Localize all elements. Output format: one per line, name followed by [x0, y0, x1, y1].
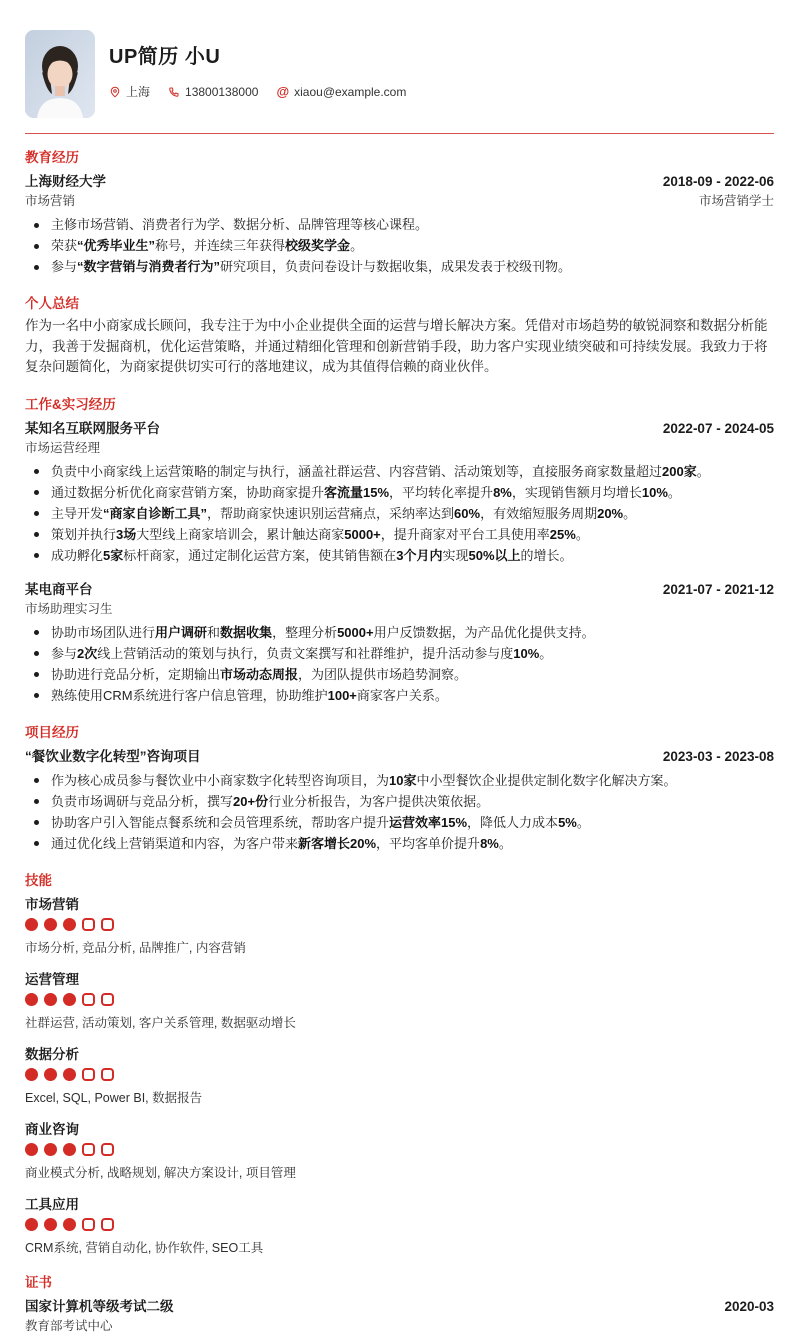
- level-dot-filled: [63, 1068, 76, 1081]
- work-sub-row: [25, 438, 774, 456]
- level-dot-filled: [63, 993, 76, 1006]
- bullet-item: 协助进行竞品分析，定期输出市场动态周报，为团队提供市场趋势洞察。: [25, 665, 774, 685]
- skill-name: 工具应用: [25, 1196, 79, 1212]
- education-date: 2018-09 - 2022-06: [662, 174, 774, 189]
- level-dot-empty: [82, 1143, 95, 1156]
- contact-location: [109, 83, 150, 100]
- project-bullets: [25, 771, 774, 854]
- skill-item: [25, 1043, 774, 1106]
- skill-tags: CRM系统, 营销自动化, 协作软件, SEO工具: [25, 1240, 264, 1255]
- work-sub-row: [25, 599, 774, 617]
- phone-icon: [168, 86, 180, 98]
- job-role: 市场运营经理: [25, 440, 101, 455]
- skill-level-dots: [25, 1068, 774, 1081]
- section-title-skills: 技能: [25, 872, 52, 888]
- level-dot-filled: [25, 918, 38, 931]
- project-entry: [25, 745, 774, 854]
- avatar-illustration: [25, 30, 95, 118]
- skill-level-dots: [25, 918, 774, 931]
- skill-item: [25, 1193, 774, 1256]
- skill-name: 市场营销: [25, 896, 79, 912]
- work-entry: [25, 417, 774, 566]
- cert-issuer: 教育部考试中心: [25, 1318, 113, 1333]
- work-bullets: [25, 462, 774, 566]
- work-bullets: [25, 623, 774, 706]
- bullet-item: 协助客户引入智能点餐系统和会员管理系统，帮助客户提升运营效率15%，降低人力成本5%。: [25, 813, 774, 833]
- education-bullets: [25, 215, 774, 277]
- bullet-item: 荣获“优秀毕业生”称号，并连续三年获得校级奖学金。: [25, 236, 774, 256]
- level-dot-empty: [82, 918, 95, 931]
- skill-name: 运营管理: [25, 971, 79, 987]
- level-dot-empty: [101, 1218, 114, 1231]
- section-title-education: 教育经历: [25, 150, 79, 165]
- section-title-certs: 证书: [25, 1274, 52, 1290]
- header: [25, 30, 774, 118]
- cert-name: 国家计算机等级考试二级: [25, 1298, 174, 1314]
- location-text: 上海: [126, 85, 151, 99]
- section-title-projects: 项目经历: [25, 724, 79, 740]
- bullet-item: 负责中小商家线上运营策略的制定与执行，涵盖社群运营、内容营销、活动策划等，直接服务商家数量超过200家。: [25, 462, 774, 482]
- skill-item: [25, 968, 774, 1031]
- school-name: 上海财经大学: [25, 174, 106, 189]
- major: 市场营销: [25, 194, 76, 208]
- level-dot-filled: [44, 1068, 57, 1081]
- section-summary: [25, 292, 774, 378]
- at-icon: @: [276, 84, 290, 99]
- skill-level-dots: [25, 1143, 774, 1156]
- project-date: 2023-03 - 2023-08: [662, 748, 774, 764]
- contact-phone: [168, 85, 258, 99]
- email-text: xiaou@example.com: [294, 84, 407, 99]
- level-dot-filled: [25, 1143, 38, 1156]
- bullet-item: 策划并执行3场大型线上商家培训会，累计触达商家5000+，提升商家对平台工具使用率25%。: [25, 525, 774, 545]
- level-dot-empty: [82, 1218, 95, 1231]
- bullet-item: 主修市场营销、消费者行为学、数据分析、品牌管理等核心课程。: [25, 215, 774, 235]
- skill-item: [25, 893, 774, 956]
- level-dot-filled: [25, 1068, 38, 1081]
- level-dot-filled: [63, 1218, 76, 1231]
- bullet-item: 通过优化线上营销渠道和内容，为客户带来新客增长20%，平均客单价提升8%。: [25, 834, 774, 854]
- section-education: [25, 146, 774, 277]
- bullet-item: 作为核心成员参与餐饮业中小商家数字化转型咨询项目，为10家中小型餐饮企业提供定制化数字化解决方案。: [25, 771, 774, 791]
- bullet-item: 熟练使用CRM系统进行客户信息管理，协助维护100+商家客户关系。: [25, 686, 774, 706]
- bullet-item: 负责市场调研与竞品分析，撰写20+份行业分析报告，为客户提供决策依据。: [25, 792, 774, 812]
- skill-level-dots: [25, 1218, 774, 1231]
- avatar: [25, 30, 95, 118]
- education-sub-row: [25, 191, 774, 209]
- work-date: 2022-07 - 2024-05: [662, 420, 774, 436]
- level-dot-filled: [63, 918, 76, 931]
- skill-tags: 社群运营, 活动策划, 客户关系管理, 数据驱动增长: [25, 1015, 296, 1030]
- work-header-row: [25, 578, 774, 598]
- header-text: [109, 30, 406, 118]
- contact-email[interactable]: [276, 85, 406, 99]
- work-date: 2021-07 - 2021-12: [662, 581, 774, 597]
- location-pin-icon: [109, 86, 121, 98]
- level-dot-empty: [82, 1068, 95, 1081]
- section-title-work: 工作&实习经历: [25, 396, 116, 412]
- bullet-item: 协助市场团队进行用户调研和数据收集，整理分析5000+用户反馈数据，为产品优化提供支持。: [25, 623, 774, 643]
- level-dot-filled: [25, 1218, 38, 1231]
- skill-item: [25, 1118, 774, 1181]
- skill-name: 数据分析: [25, 1046, 79, 1062]
- section-title-summary: 个人总结: [25, 296, 79, 311]
- skill-tags: 市场分析, 竞品分析, 品牌推广, 内容营销: [25, 940, 246, 955]
- header-divider: [25, 133, 774, 134]
- skill-name: 商业咨询: [25, 1121, 79, 1137]
- level-dot-filled: [44, 918, 57, 931]
- section-projects: [25, 721, 774, 854]
- level-dot-empty: [101, 993, 114, 1006]
- work-entry: [25, 578, 774, 706]
- project-header-row: [25, 745, 774, 765]
- skill-tags: 商业模式分析, 战略规划, 解决方案设计, 项目管理: [25, 1165, 296, 1180]
- company-name: 某知名互联网服务平台: [25, 420, 160, 436]
- company-name: 某电商平台: [25, 581, 93, 597]
- bullet-item: 通过数据分析优化商家营销方案，协助商家提升客流量15%，平均转化率提升8%，实现销售额月均增长10%。: [25, 483, 774, 503]
- summary-text: 作为一名中小商家成长顾问，我专注于为中小企业提供全面的运营与增长解决方案。凭借对市场趋势的敏锐洞察和数据分析能力，我善于发掘商机，优化运营策略，并通过精细化管理和创新营销手段，助力客户实现业绩突破和可持续发展。我致力于将复杂问题简化，为商家提供切实可行的落地建议，成为其值得信赖的商业伙伴。: [25, 318, 768, 374]
- level-dot-filled: [63, 1143, 76, 1156]
- section-work: [25, 393, 774, 706]
- project-name: “餐饮业数字化转型”咨询项目: [25, 748, 201, 764]
- level-dot-filled: [25, 993, 38, 1006]
- education-header-row: [25, 170, 774, 190]
- bullet-item: 参与2次线上营销活动的策划与执行，负责文案撰写和社群维护，提升活动参与度10%。: [25, 644, 774, 664]
- section-skills: [25, 869, 774, 1256]
- phone-text: 13800138000: [185, 84, 259, 99]
- skill-tags: Excel, SQL, Power BI, 数据报告: [25, 1090, 203, 1105]
- level-dot-empty: [82, 993, 95, 1006]
- section-certs: [25, 1271, 774, 1334]
- level-dot-filled: [44, 1143, 57, 1156]
- cert-entry: [25, 1295, 774, 1334]
- candidate-name: UP简历 小U: [109, 46, 221, 68]
- cert-header-row: [25, 1295, 774, 1315]
- cert-date: 2020-03: [724, 1298, 774, 1314]
- bullet-item: 成功孵化5家标杆商家，通过定制化运营方案，使其销售额在3个月内实现50%以上的增长。: [25, 546, 774, 566]
- degree: 市场营销学士: [698, 194, 774, 208]
- job-role: 市场助理实习生: [25, 601, 113, 616]
- contact-row: [109, 83, 406, 100]
- bullet-item: 主导开发“商家自诊断工具”，帮助商家快速识别运营痛点，采纳率达到60%，有效缩短服务周期20%。: [25, 504, 774, 524]
- level-dot-empty: [101, 918, 114, 931]
- bullet-item: 参与“数字营销与消费者行为”研究项目，负责问卷设计与数据收集，成果发表于校级刊物。: [25, 257, 774, 277]
- level-dot-empty: [101, 1143, 114, 1156]
- skill-level-dots: [25, 993, 774, 1006]
- level-dot-filled: [44, 1218, 57, 1231]
- level-dot-empty: [101, 1068, 114, 1081]
- work-header-row: [25, 417, 774, 437]
- level-dot-filled: [44, 993, 57, 1006]
